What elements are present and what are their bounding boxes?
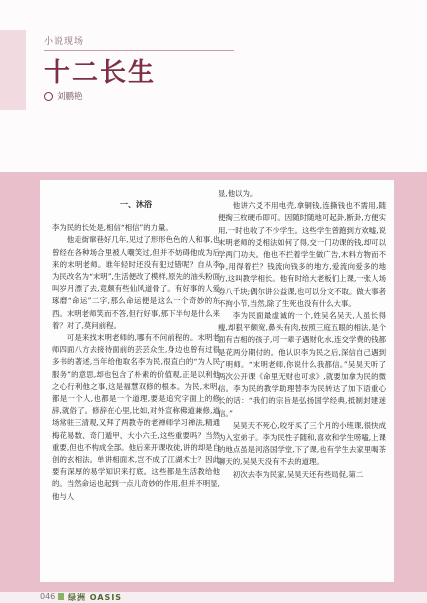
decorative-accent xyxy=(0,30,26,110)
left-column xyxy=(52,188,220,503)
footer-accent xyxy=(58,593,64,600)
circle-icon xyxy=(44,92,53,101)
right-column xyxy=(218,188,386,481)
column-tag: 小说现场 xyxy=(44,37,85,47)
paragraph: 他讲六爻不用电壳,拿铜钱,连撕钱也不需用,随便掏三枚硬币即可。因随时随地可起卦,断卦,方便实用,一时也收了不少学生。这些学生曾跑到方欢嘘,说末明老师的爻相法如何了得,交一门功课的钱,却可以学两门功夫。他也不拦着学生做广告,木料方物而不争,用得着拦？钱流向钱多的地方,爱流向爱多的地方,这叫教学相长。他有时给大老板们上课,一张人场券八千块;偶尔讲公益课,也可以分文不取。做大事者不拘小节,当然,除了生死也没有什么大事。 xyxy=(218,201,386,308)
divider xyxy=(44,50,234,51)
paragraph: 初次去李为民家,吴昊天还有些局促,第二 xyxy=(232,469,364,479)
title-block xyxy=(44,34,244,108)
magazine-title: 绿洲 OASIS xyxy=(68,593,123,602)
page-number: 046 xyxy=(40,592,56,601)
author-line xyxy=(44,90,83,102)
paragraph: 可是来找末明老师的,哪有不问前程的。末明老师四面八方去接待面前的芸芸众生,身边也曾有过很多书的著述,当年给他取名李为民,很直白的“为人民服务”的意思,却也包含了朴素的价值观,正是以利他之心行利他之事,这是福慧双修的根本。为民,末明,都是一个人,也都是一个道理,要是追究字面上的修辞,就俗了。修辞在心里,比如,对外宣称佛道兼修,道场常驻三清观,又拜了两教寺的老禅师学习禅法,精通梅花易数、奇门遁甲、大小六壬,这些重要吗？当然重要,但也不构成全部。他后来开课收徒,讲的却是自创的玄相法。单讲相面术,岂不成了江湖术士？因此要有深厚的易学知识来打底。这些都是生活教给他的。当然命运也起到一点儿奇妙的作用,但并不明显,他与人 xyxy=(52,333,220,501)
paragraph: 他走街窜巷好几年,见过了形形色色的人和事,也曾经在各种场合里被人嘲笑过,但并不妨碍他成为后来的末明老师。谁年轻时还没有犯过错呢？自从李为民改名为“末明”,生活便改了模样,原先的油头粉面叫岁月漂了去,竟颇有些仙风道骨了。有好事的人爱琢磨“命运”二字,那么命运便是这么一个奇妙的东西。末明老师笑而不答,但行好事,那下半句是什么来着？对了,莫问前程。 xyxy=(52,235,220,330)
page-title: 十二长生 xyxy=(44,58,157,88)
section-heading: 一、沐浴 xyxy=(120,199,152,209)
paragraph-continued: 显,他以为。 xyxy=(218,189,258,198)
paragraph: 吴昊天不死心,咬牙买了三个月的小班课,很快成为入室弟子。李为民性子随和,喜欢和学生唠嗑,上课的地点虽是河洛国学堂,下了课,也有学生去家里喝茶聊天的,吴昊天没有不去的道理。 xyxy=(218,420,386,467)
paragraph: 李为民面最虚诚的一个,姓吴名吴天,人虽长得瘦,却狠平颇宽,鼻头有肉,按照三庭五眼的相法,是个面有吉相的孩子,可一辈子遇财化水,连交学费的钱都是花两分期付的。他认识李为民之后,深信自己遇到了明师。“末明老师,你说什么我都信。”吴昊天听了两次公开课《命里无财也可求》,就要加拿为民的微信。李为民的教学助理替李为民转达了加下语重心长的话：“我们的宗旨是弘扬国学经典,抵制封建迷信。” xyxy=(218,311,386,418)
author-name: 刘鹏艳 xyxy=(57,92,83,102)
paragraph: 李为民的长处是,相信“相信”的力量。 xyxy=(52,223,173,233)
